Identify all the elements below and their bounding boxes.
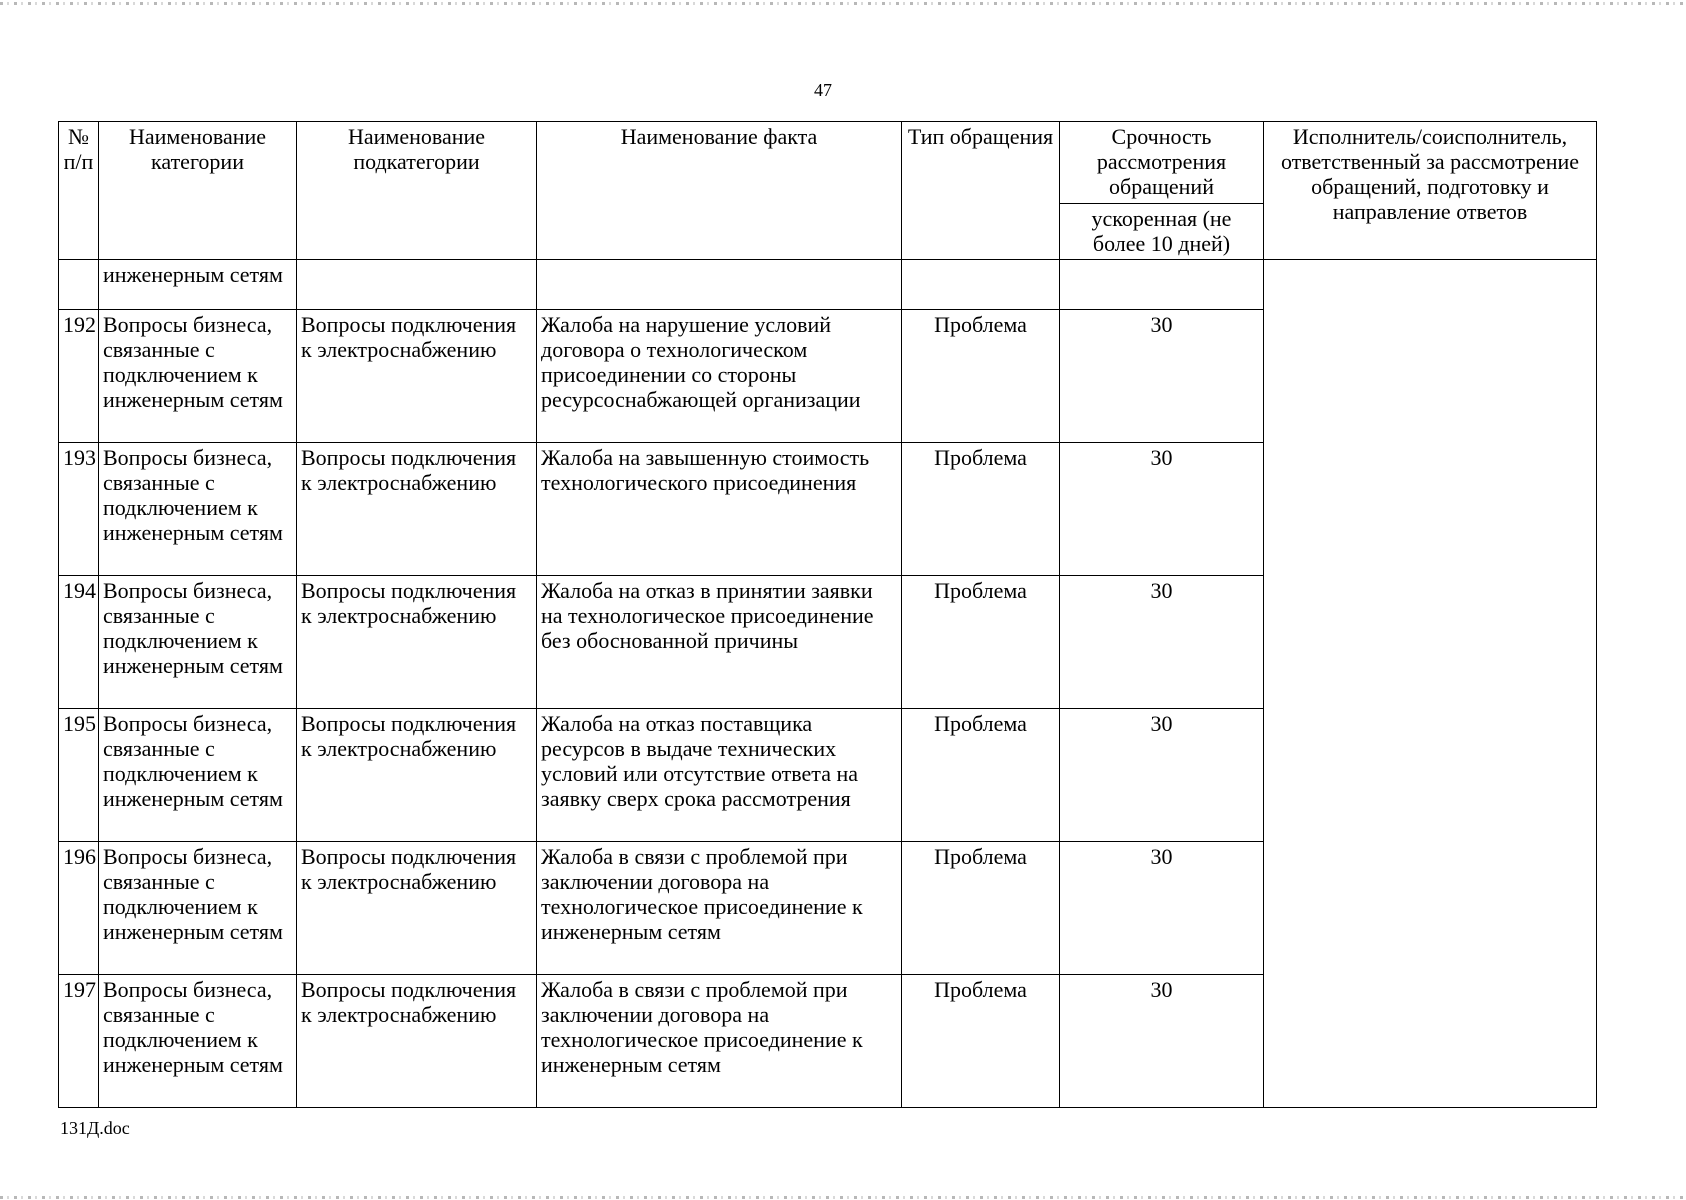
cell-category: Вопросы бизнеса, связанные с подключением к инженерным сетям [99,576,297,709]
cell-category: Вопросы бизнеса, связанные с подключением к инженерным сетям [99,443,297,576]
cell-num: 196 [59,842,99,975]
cell-fact: Жалоба в связи с проблемой при заключении договора на технологическое присоединение к инженерным сетям [537,842,902,975]
cell-num [59,260,99,310]
cell-subcategory: Вопросы подключения к электроснабжению [297,443,537,576]
page-number: 47 [814,80,832,100]
cell-num: 192 [59,310,99,443]
cell-subcategory [297,260,537,310]
cell-type: Проблема [902,709,1060,842]
cell-category: Вопросы бизнеса, связанные с подключением к инженерным сетям [99,310,297,443]
cell-urgency: 30 [1060,975,1264,1108]
cell-type: Проблема [902,842,1060,975]
table-body [59,260,1597,1108]
cell-type: Проблема [902,576,1060,709]
cell-subcategory: Вопросы подключения к электроснабжению [297,576,537,709]
scan-edge-top [0,2,1686,5]
document-table [58,121,1597,1108]
cell-fact: Жалоба на завышенную стоимость технологического присоединения [537,443,902,576]
header-executor: Исполнитель/соисполнитель, ответственный за рассмотрение обращений, подготовку и направление ответов [1264,122,1597,260]
table-header [59,122,1597,260]
footer-filename: 131Д.doc [60,1118,130,1138]
cell-type: Проблема [902,975,1060,1108]
header-num: № п/п [59,122,99,260]
table-row-continuation [59,260,1597,310]
cell-urgency: 30 [1060,576,1264,709]
cell-type [902,260,1060,310]
cell-category: Вопросы бизнеса, связанные с подключением к инженерным сетям [99,842,297,975]
header-urgency: Срочность рассмотрения обращений [1060,122,1264,204]
cell-urgency: 30 [1060,310,1264,443]
header-urgency-sub: ускоренная (не более 10 дней) [1060,204,1264,260]
cell-category: Вопросы бизнеса, связанные с подключением к инженерным сетям [99,709,297,842]
cell-urgency: 30 [1060,842,1264,975]
cell-fact: Жалоба на отказ в принятии заявки на технологическое присоединение без обоснованной причины [537,576,902,709]
cell-urgency: 30 [1060,709,1264,842]
header-category: Наименование категории [99,122,297,260]
cell-fact: Жалоба на отказ поставщика ресурсов в выдаче технических условий или отсутствие ответа на заявку сверх срока рассмотрения [537,709,902,842]
cell-subcategory: Вопросы подключения к электроснабжению [297,975,537,1108]
cell-fact: Жалоба на нарушение условий договора о технологическом присоединении со стороны ресурсоснабжающей организации [537,310,902,443]
header-subcategory: Наименование подкатегории [297,122,537,260]
cell-subcategory: Вопросы подключения к электроснабжению [297,709,537,842]
cell-num: 194 [59,576,99,709]
cell-urgency: 30 [1060,443,1264,576]
cell-subcategory: Вопросы подключения к электроснабжению [297,310,537,443]
cell-type: Проблема [902,310,1060,443]
header-type: Тип обращения [902,122,1060,260]
cell-num: 197 [59,975,99,1108]
cell-num: 195 [59,709,99,842]
cell-urgency [1060,260,1264,310]
cell-category: инженерным сетям [99,260,297,310]
cell-category: Вопросы бизнеса, связанные с подключением к инженерным сетям [99,975,297,1108]
cell-type: Проблема [902,443,1060,576]
scan-edge-bottom [0,1196,1686,1199]
header-fact: Наименование факта [537,122,902,260]
cell-executor [1264,260,1597,1108]
cell-num: 193 [59,443,99,576]
cell-subcategory: Вопросы подключения к электроснабжению [297,842,537,975]
cell-fact: Жалоба в связи с проблемой при заключении договора на технологическое присоединение к инженерным сетям [537,975,902,1108]
cell-fact [537,260,902,310]
